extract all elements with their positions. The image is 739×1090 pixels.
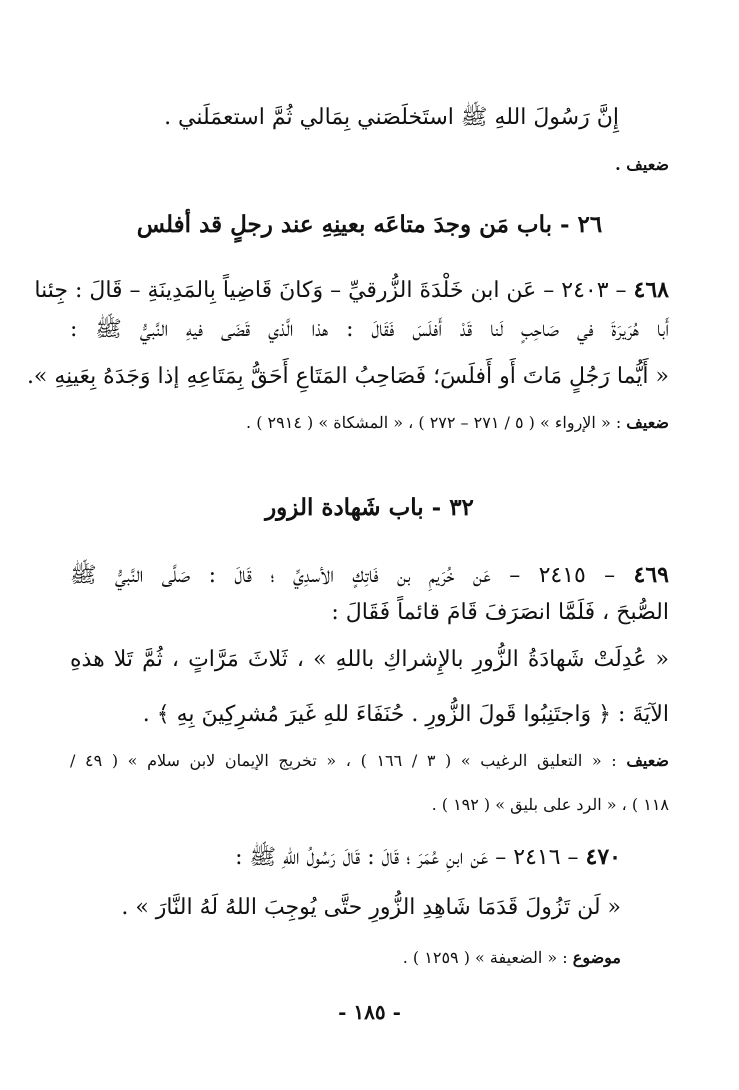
hadith-470-line-1 xyxy=(70,842,621,873)
grade-label: ضعيف xyxy=(626,751,670,770)
grade-source: : « الإرواء » ( ٥ / ٢٧١ – ٢٧٢ ) ، « المشكاة » ( ٢٩١٤ ) . xyxy=(246,413,627,432)
grade-label: ضعيف xyxy=(626,413,669,432)
hadith-text: – ٢٤٠٣ – عَن ابن خَلْدَةَ الزُّرقيِّ – وَكانَ قَاضِياً بِالمَدِينَةِ – قَالَ : جِئنا xyxy=(34,278,634,303)
hadith-number: ٤٧٠ xyxy=(585,844,621,870)
hadith-number: ٤٦٩ xyxy=(633,562,669,588)
hadith-469-grade xyxy=(70,746,669,776)
hadith-470-grade xyxy=(70,943,621,973)
hadith-468-line-2: أَبا هُرَيرَةَ في صَاحِبٍ لَنا قَدْ أَفلَسَ فَقَالَ : هذا الَّذي قَضَى فيهِ النَّبيُّ ﷺ : xyxy=(70,317,669,342)
hadith-470-matn: « لَن تَزُولَ قَدَمَا شَاهِدِ الزُّورِ حتَّى يُوجِبَ اللهُ لَهُ النَّارَ » . xyxy=(121,895,621,920)
hadith-468-matn: « أَيُّما رَجُلٍ مَاتَ أَو أَفلَسَ؛ فَصَاحِبُ المَتَاعِ أَحَقُّ بِمَتَاعِهِ إذا وَجَدَهُ بِعَينِهِ ». xyxy=(26,364,669,389)
hadith-469-line-2: الصُّبحَ ، فَلَمَّا انصَرَفَ قَامَ قائماً فَقَالَ : xyxy=(331,600,669,625)
hadith-469-line-1 xyxy=(70,560,669,591)
hadith-468-line-1 xyxy=(34,275,669,306)
hadith-number: ٤٦٨ xyxy=(633,277,669,303)
hadith-469-grade-cont: ١١٨ ) ، « الرد على بليق » ( ١٩٢ ) . xyxy=(431,795,669,814)
page-number: - ١٨٥ - xyxy=(338,1000,401,1024)
grade-label: موضوع xyxy=(572,948,621,967)
hadith-468-grade xyxy=(70,408,669,438)
grade-line: ضعيف . xyxy=(615,155,669,174)
grade-source: : « التعليق الرغيب » ( ٣ / ١٦٦ ) ، « تخريج الإيمان لابن سلام » ( ٤٩ / xyxy=(70,751,627,770)
hadith-text: – ٢٤١٦ – عَن ابنِ عُمَرَ ؛ قَالَ : قَالَ رَسُولُ اللهِ ﷺ : xyxy=(235,845,586,870)
text-line: إِنَّ رَسُولَ اللهِ ﷺ استَخلَصَني بِمَالي ثُمَّ استعمَلَني . xyxy=(164,105,619,130)
hadith-text: – ٢٤١٥ – عَن خُرَيمِ بن فَاتِكٍ الأسدِيِّ ؛ قَالَ : صَلَّى النَّبيُّ ﷺ xyxy=(70,563,634,588)
hadith-469-matn-2: الآيَةَ : ﴿ وَاجتَنِبُوا قَولَ الزُّورِ . حُنَفَاءَ للهِ غَيرَ مُشرِكِينَ بِهِ ﴾ . xyxy=(142,702,669,727)
chapter-heading-26: ٢٦ - باب مَن وجدَ متاعَه بعينِهِ عند رجلٍ قد أفلس xyxy=(136,211,603,238)
grade-source: : « الضعيفة » ( ١٢٥٩ ) . xyxy=(402,948,573,967)
hadith-469-matn-1: « عُدِلَتْ شَهادَةُ الزُّورِ بالإِشراكِ باللهِ » ، ثَلاثَ مَرَّاتٍ ، ثُمَّ تَلا هذهِ xyxy=(70,647,669,672)
chapter-heading-32: ٣٢ - باب شَهادة الزور xyxy=(265,494,474,521)
